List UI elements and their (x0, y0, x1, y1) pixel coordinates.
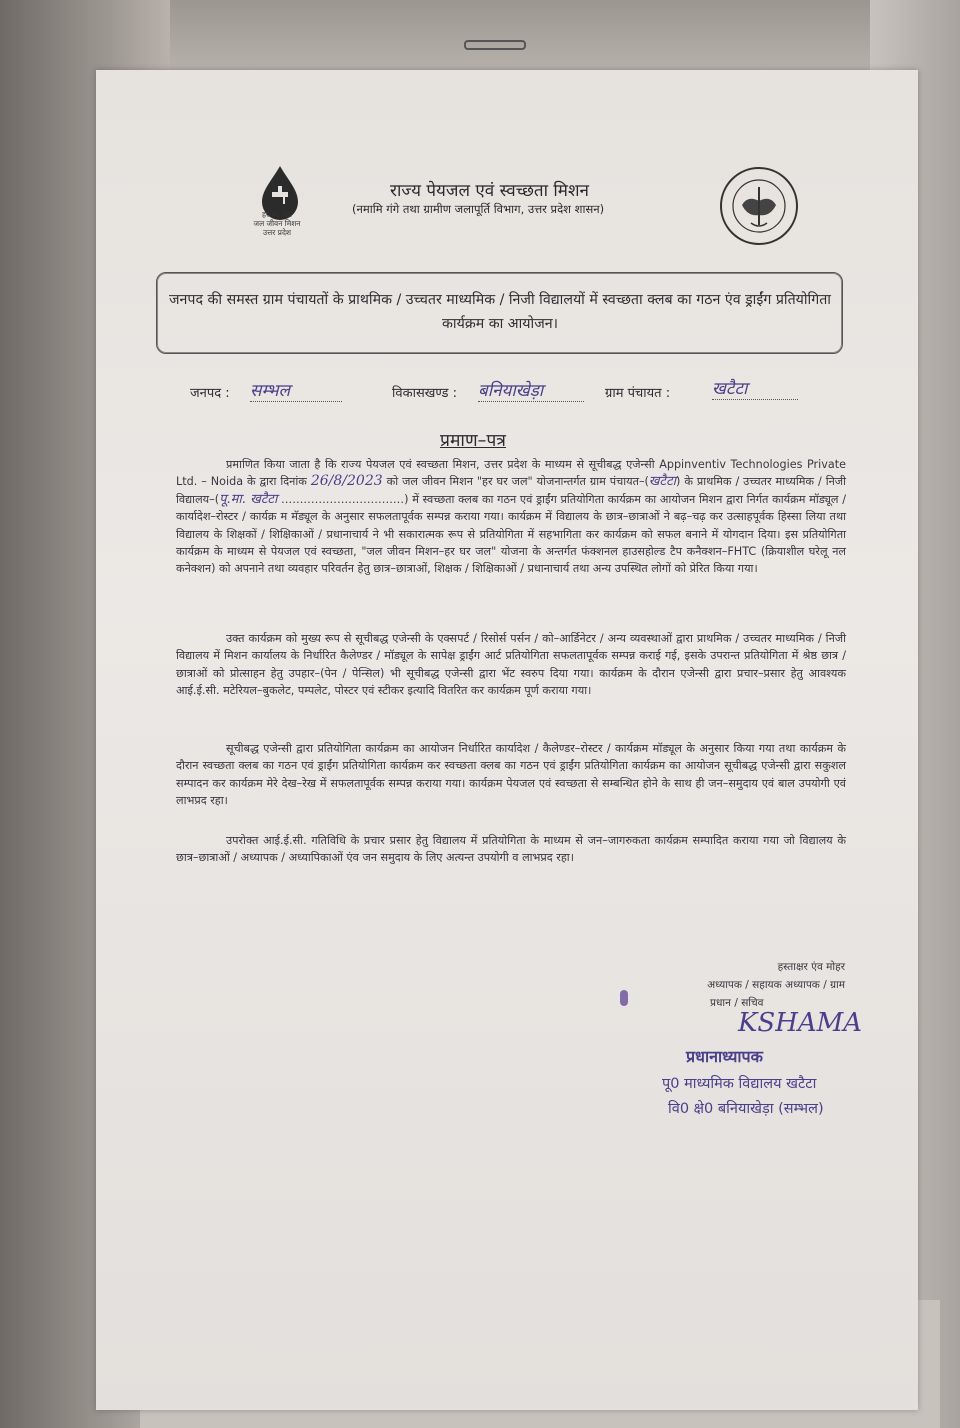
p1-text-a: प्रमाणित किया जाता है कि राज्य पेयजल एवं स्वच्छता मिशन, उत्तर प्रदेश के माध्यम से सूचीबद्ध एजेन्सी Appinventiv Technologies Private Ltd. – Noida के द्वारा दिनांक (176, 458, 846, 489)
janpad-value: सम्भल (250, 378, 342, 402)
up-government-seal-icon (718, 165, 800, 247)
p2-text: उक्त कार्यक्रम को मुख्य रूप से सूचीबद्ध एजेन्सी के एक्सपर्ट / रिसोर्स पर्सन / को–आर्डिनेटर / अन्य व्यवस्थाओं द्वारा प्राथमिक / उच्चतर माध्यमिक / निजी विद्यालय में मिशन कार्यालय के निर्धारित कैलेण्डर / मॉड्यूल के सापेक्ष ड्राईंग आर्ट प्रतियोगिता सफलतापूर्वक सम्पन्न कराई गई, इसके उपरान्त प्रतियोगिता में श्रेष्ठ छात्र / छात्राओं को प्रोत्साहन हेतु उपहार–(पेन / पेन्सिल) भी सूचीबद्ध एजेन्सी द्वारा भेंट स्वरुप दिया गया। कार्यक्रम के दौरान एजेन्सी द्वारा प्रचार–प्रसार हेतु आवश्यक आई.ई.सी. मटेरियल–बुकलेट, पम्पलेट, पोस्टर एवं स्टीकर इत्यादि वितरित कर कार्यक्रम पूर्ण कराया गया। (176, 632, 846, 698)
certificate-heading: प्रमाण–पत्र (440, 431, 506, 451)
paragraph-3 (176, 740, 846, 810)
stamp-designation: प्रधानाध्यापक (686, 1047, 763, 1066)
p1-gram-value: खटैटा (648, 474, 677, 490)
stamp-school: पू0 माध्यमिक विद्यालय खटैटा (662, 1076, 817, 1092)
janpad-label: जनपद : (190, 386, 230, 401)
p1-school-value: पू.मा. खटैटा (219, 491, 278, 507)
p1-text-d: ……………………………) में स्वच्छता क्लब का गठन एवं ड्राईंग प्रतियोगिता कार्यक्रम का आयोजन मिशन द्वारा निर्गत कार्यक्रम मॉड्यूल / कार्यादेश–रोस्टर / कार्यक्र म मॅड्यूल के अनुसार सफलतापूर्वक सम्पन्न कराया गया। कार्यक्रम में विद्यालय के छात्र–छात्राओं ने बढ़–चढ़ कर उत्साहपूर्वक हिस्सा लिया तथा विद्यालय के शिक्षकों / शिक्षिकाओं / प्रधानाचार्य ने भी सकारात्मक रूप से प्रतियोगिता में सहभागिता कर कार्यक्रम को सफल बनाने में योगदान दिया। इस प्रतियोगिता कार्यक्रम के माध्यम से पेयजल एवं स्वच्छता, "जल जीवन मिशन–हर घर जल" योजना के अन्तर्गत फंक्शनल हाउसहोल्ड टैप कनैक्शन–FHTC (क्रियाशील घरेलू नल कनेक्शन) को अपनाने तथा व्यवहार परिवर्तन हेतु छात्र–छात्राओं, शिक्षक / शिक्षिकाओं / प्रधानाचार्य तथा अन्य उपस्थित लोगों को प्रेरित किया गया। (176, 492, 846, 576)
subject-text: जनपद की समस्त ग्राम पंचायतों के प्राथमिक / उच्चतर माध्यमिक / निजी विद्यालयों में स्वच्छता क्लब का गठन एंव ड्राईंग प्रतियोगिता कार्यक्रम का आयोजन। (169, 292, 831, 332)
org-name: राज्य पेयजल एवं स्वच्छता मिशन (390, 181, 589, 201)
signature-line-1: हस्ताक्षर एंव मोहर (777, 961, 845, 973)
stamp-block: वि0 क्षे0 बनियाखेड़ा (सम्भल) (668, 1101, 824, 1117)
vikaskhand-label: विकासखण्ड : (392, 386, 458, 401)
signature-line-2: अध्यापक / सहायक अध्यापक / ग्राम (707, 979, 845, 991)
p4-text: उपरोक्त आई.ई.सी. गतिविधि के प्रचार प्रसार हेतु विद्यालय में प्रतियोगिता के माध्यम से जन–जागरुकता कार्यक्रम सम्पादित कराया गया जो विद्यालय के छात्र–छात्राओं / अध्यापक / अध्यापिकाओं एंव जन समुदाय के लिए अत्यन्त उपयोगी व लाभप्रद रहा। (176, 834, 846, 865)
p3-text: सूचीबद्ध एजेन्सी द्वारा प्रतियोगिता कार्यक्रम का आयोजन निर्धारित कार्यादेश / कैलेण्डर–रोस्टर / कार्यक्रम मॉड्यूल के अनुसार किया गया तथा कार्यक्रम के दौरान स्वच्छता क्लब का गठन एवं ड्राईंग प्रतियोगिता कार्यक्रम कर स्वच्छता क्लब का गठन एवं ड्राईंग प्रतियोगिता कार्यक्रम का आयोजन सूचीबद्ध एजेन्सी द्वारा सकुशल सम्पादन कर कार्यक्रम मेरे देख–रेख में सफलतापूर्वक सम्पन्न कराया गया। कार्यक्रम पेयजल एवं स्वच्छता से सम्बन्धित होने के साथ ही जन–समुदाय एवं बाल उपयोगी एवं लाभप्रद रहा। (176, 742, 846, 808)
vikaskhand-value: बनियाखेड़ा (478, 378, 584, 402)
paragraph-4 (176, 832, 846, 867)
gram-panchayat-value: खटैटा (712, 376, 798, 400)
gram-panchayat-label: ग्राम पंचायत : (605, 386, 671, 401)
paragraph-1 (176, 456, 846, 578)
p1-text-c: ) के प्राथमिक / उच्चतर माध्यमिक / निजी विद्यालय–( (176, 475, 847, 506)
program-date: 26/8/2023 (310, 473, 383, 490)
handwritten-signature: KSHAMA (738, 1008, 863, 1038)
p1-text-b: को जल जीवन मिशन "हर घर जल" योजनान्तर्गत ग्राम पंचायत–( (386, 475, 649, 489)
paragraph-2 (176, 630, 846, 700)
signature-line-3: प्रधान / सचिव (710, 997, 764, 1009)
org-subtitle: (नमामि गंगे तथा ग्रामीण जलापूर्ति विभाग, उत्तर प्रदेश शासन) (352, 202, 605, 216)
signature-block (620, 958, 845, 1012)
staple (464, 40, 526, 50)
left-logo-caption: हर घर जल जल जीवन मिशन उत्तर प्रदेश (253, 210, 301, 237)
ink-mark (620, 990, 628, 1006)
